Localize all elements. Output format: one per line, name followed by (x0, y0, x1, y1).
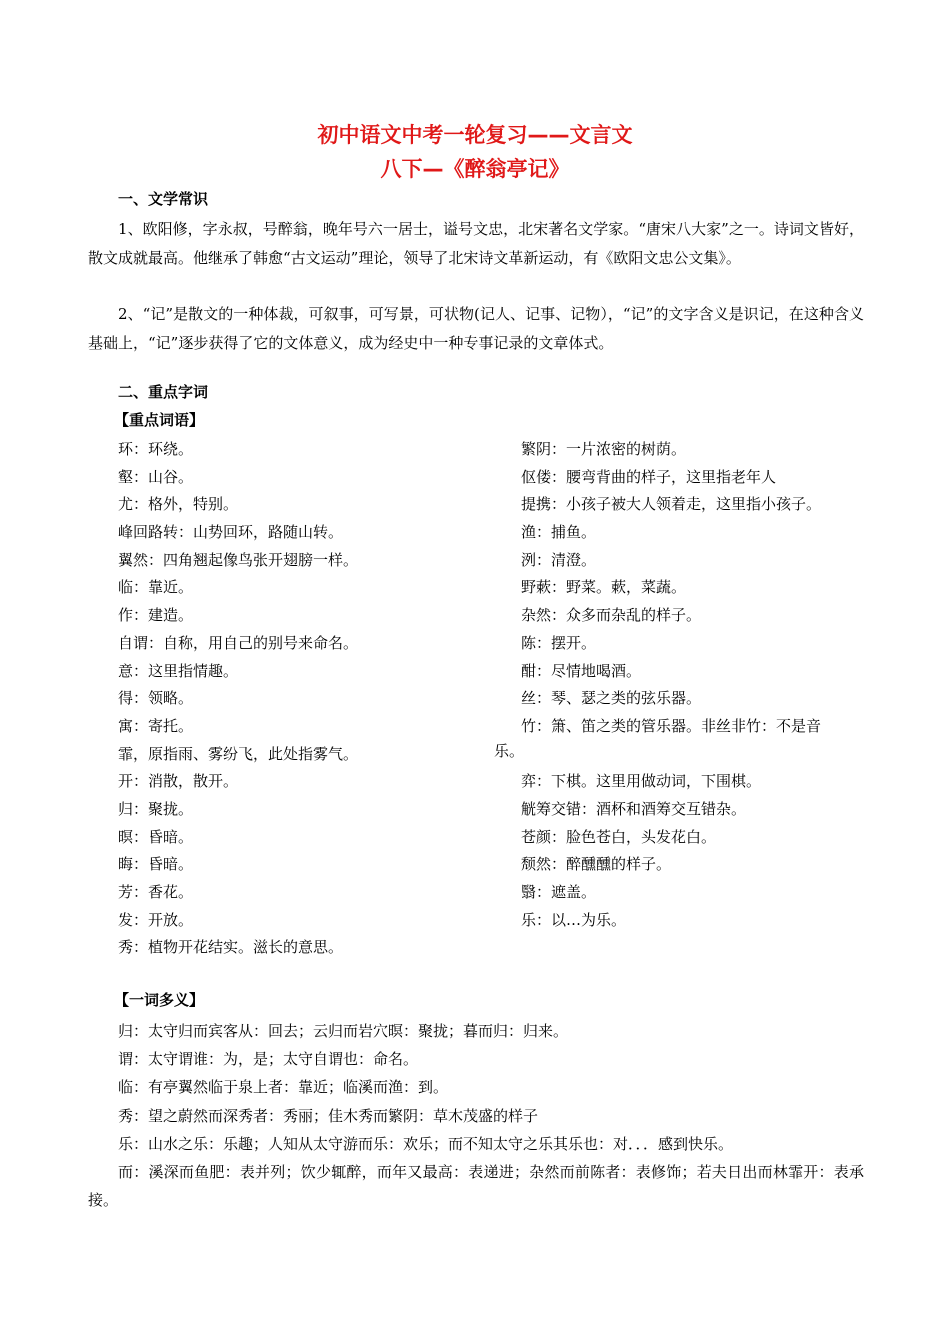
list-item: 弈：下棋。这里用做动词，下围棋。 (521, 772, 762, 791)
list-item: 乐：以…为乐。 (521, 910, 627, 929)
subheading-polysemy: 【一词多义】 (114, 991, 205, 1009)
list-item: 意：这里指情趣。 (118, 661, 239, 680)
polysemy-list (88, 1017, 864, 1214)
list-item: 谓：太守谓谁：为，是；太守自谓也：命名。 (118, 1050, 419, 1069)
list-item: 竹：箫、笛之类的管乐器。非丝非竹：不是音 (521, 716, 822, 735)
list-item: 提携：小孩子被大人领着走，这里指小孩子。 (521, 495, 822, 514)
list-item-continuation: 乐。 (494, 742, 525, 760)
list-item: 翳：遮盖。 (521, 883, 597, 901)
list-item: 陈：摆开。 (521, 633, 597, 652)
list-item: 归：太守归而宾客从：回去；云归而岩穴暝：聚拢；暮而归：归来。 (118, 1022, 569, 1040)
list-item: 渔：捕鱼。 (521, 523, 597, 542)
list-item: 觥筹交错：酒杯和酒筹交互错杂。 (521, 799, 747, 818)
list-item: 酣：尽情地喝酒。 (521, 661, 642, 680)
list-item: 开：消散，散开。 (118, 772, 239, 791)
list-item: 发：开放。 (118, 910, 194, 929)
key-terms-left-column (118, 436, 358, 962)
list-item: 乐：山水之乐：乐趣；人知从太守游而乐：欢乐；而不知太守之乐其乐也：对．．．感到快乐。 (118, 1134, 734, 1153)
list-item: 环：环绕。 (118, 440, 194, 458)
list-item: 杂然：众多而杂乱的样子。 (521, 606, 702, 625)
list-item: 归：聚拢。 (118, 799, 194, 818)
list-item: 丝：琴、瑟之类的弦乐器。 (521, 689, 702, 708)
list-item: 苍颜：脸色苍白，头发花白。 (521, 827, 717, 846)
list-item: 而：溪深而鱼肥：表并列；饮少辄醉，而年又最高：表递进；杂然而前陈者：表修饰；若夫日出而林霏开：表承接。 (88, 1163, 864, 1210)
list-item: 野蔌：野菜。蔌，菜蔬。 (521, 578, 687, 597)
section-heading-literary-knowledge: 一、文学常识 (118, 190, 209, 208)
literary-paragraph-1: 1、欧阳修，字永叔，号醉翁，晚年号六一居士，谥号文忠，北宋著名文学家。“唐宋八大家”之一。诗词文皆好，散文成就最高。他继承了韩愈“古文运动”理论，领导了北宋诗文革新运动，有《欧阳文忠公文集》。 (88, 220, 864, 267)
list-item: 洌：清澄。 (521, 550, 597, 569)
literary-paragraph-2: 2、“记”是散文的一种体裁，可叙事，可写景，可状物(记人、记事、记物），“记”的文字含义是识记，在这种含义基础上，“记”逐步获得了它的文体意义，成为经史中一种专事记录的文章体式。 (88, 305, 864, 352)
list-item: 临：有亭翼然临于泉上者：靠近；临溪而渔：到。 (118, 1078, 449, 1097)
list-item-spacer (521, 741, 821, 769)
list-item: 伛偻：腰弯背曲的样子，这里指老年人 (521, 467, 777, 486)
list-item: 临：靠近。 (118, 578, 194, 597)
key-terms-right-column (521, 436, 821, 934)
list-item: 霏，原指雨、雾纷飞，此处指雾气。 (118, 744, 359, 763)
section-heading-key-words: 二、重点字词 (118, 383, 209, 401)
list-item: 晦：昏暗。 (118, 855, 194, 874)
list-item: 峰回路转：山势回环，路随山转。 (118, 523, 344, 542)
list-item: 尤：格外，特别。 (118, 495, 239, 514)
list-item: 寓：寄托。 (118, 716, 194, 735)
list-item: 颓然：醉醺醺的样子。 (521, 855, 672, 874)
subheading-key-terms: 【重点词语】 (114, 411, 205, 429)
list-item: 秀：植物开花结实。滋长的意思。 (118, 938, 344, 957)
document-title: 初中语文中考一轮复习——文言文 (317, 123, 633, 147)
list-item: 芳：香花。 (118, 883, 194, 901)
list-item: 壑：山谷。 (118, 467, 194, 486)
list-item: 翼然：四角翘起像鸟张开翅膀一样。 (118, 550, 359, 569)
list-item: 自谓：自称，用自己的别号来命名。 (118, 633, 359, 652)
list-item: 得：领略。 (118, 689, 194, 708)
document-subtitle: 八下—《醉翁亭记》 (380, 157, 570, 181)
list-item: 繁阴：一片浓密的树荫。 (521, 440, 687, 458)
list-item: 秀：望之蔚然而深秀者：秀丽；佳木秀而繁阴：草木茂盛的样子 (118, 1106, 539, 1125)
list-item: 作：建造。 (118, 606, 194, 625)
list-item: 暝：昏暗。 (118, 827, 194, 846)
